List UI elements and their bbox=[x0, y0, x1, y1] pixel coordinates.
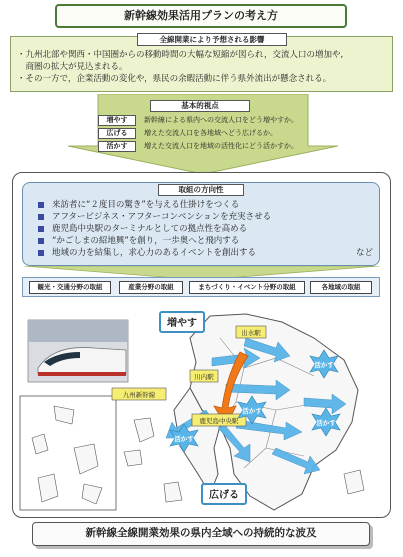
basic-label: 基本的視点 bbox=[150, 100, 250, 112]
direction-item bbox=[38, 247, 373, 259]
ikasu-text: 活かす bbox=[242, 407, 262, 415]
label-hirogeru bbox=[202, 484, 246, 504]
shinkansen-photo bbox=[28, 320, 128, 382]
page-title: 新幹線効果活用プランの考え方 bbox=[55, 4, 347, 28]
basic-key: 増やす bbox=[98, 115, 136, 126]
field-regions: 各地域の取組 bbox=[310, 281, 372, 294]
field-industry: 産業分野の取組 bbox=[119, 281, 183, 294]
basic-row bbox=[98, 114, 328, 126]
basic-row bbox=[98, 140, 328, 152]
train-label-text: 九州新幹線 bbox=[122, 391, 156, 399]
result-box: 新幹線全線開業効果の県内全域への持続的な波及 bbox=[32, 522, 370, 546]
field-tourism: 観光・交通分野の取組 bbox=[29, 281, 111, 294]
fields-bar bbox=[22, 277, 380, 297]
station-izumi bbox=[236, 326, 266, 338]
izumi-text: 出水駅 bbox=[241, 329, 261, 337]
kagoshima-map bbox=[14, 298, 390, 516]
train-label bbox=[112, 388, 166, 400]
basic-row bbox=[98, 127, 328, 139]
basic-text: 新幹線による県内への交流人口をどう増やすか。 bbox=[144, 116, 298, 124]
basic-key: 活かす bbox=[98, 141, 136, 152]
label-fuyasu bbox=[160, 312, 204, 332]
direction-item: 鹿児島中央駅のターミナルとしての拠点性を高める bbox=[38, 223, 373, 235]
sendai-text: 川内駅 bbox=[194, 373, 214, 381]
station-chuo bbox=[192, 414, 246, 426]
impact-label: 全線開業により予想される影響 bbox=[137, 33, 287, 46]
direction-item: 来訪者に“２度目の驚き”を与える仕掛けをつくる bbox=[38, 199, 373, 211]
ikasu-text: 活かす bbox=[174, 435, 194, 443]
impact-line: ・九州北部や関西・中国圏からの移動時間の大幅な短縮が図られ，交流人口の増加や, bbox=[17, 50, 344, 60]
impact-line: ・その一方で，企業活動の変化や，県民の余暇活動に伴う県外流出が懸念される。 bbox=[17, 74, 332, 84]
basic-text: 増えた交流人口を各地域へどう広げるか。 bbox=[144, 129, 277, 137]
impact-panel bbox=[10, 36, 393, 92]
direction-item: アフタービジネス・アフターコンベンションを充実させる bbox=[38, 211, 373, 223]
fuyasu-text: 増やす bbox=[167, 318, 197, 329]
ikasu-text: 活かす bbox=[316, 419, 336, 427]
field-town-event: まちづくり・イベント分野の取組 bbox=[189, 281, 305, 294]
basic-rows bbox=[98, 114, 328, 153]
basic-key: 広げる bbox=[98, 128, 136, 139]
impact-lines bbox=[17, 49, 386, 85]
basic-text: 増えた交流人口を地域の活性化にどう活かすか。 bbox=[144, 142, 298, 150]
direction-extra: など bbox=[355, 248, 373, 258]
chuo-text: 鹿児島中央駅 bbox=[199, 417, 239, 425]
direction-item-text: 地域の力を結集し，求心力のあるイベントを創出する bbox=[52, 248, 257, 258]
impact-line: 商圏の拡大が見込まれる。 bbox=[17, 62, 128, 72]
hirogeru-text: 広げる bbox=[209, 490, 239, 501]
direction-item: “かごしまの紹地興”を創り，一歩奥へと飛内する bbox=[38, 235, 373, 247]
station-sendai bbox=[190, 370, 218, 382]
direction-list bbox=[38, 199, 373, 259]
ikasu-text: 活かす bbox=[314, 361, 334, 369]
direction-label: 取組の方向性 bbox=[158, 184, 244, 196]
